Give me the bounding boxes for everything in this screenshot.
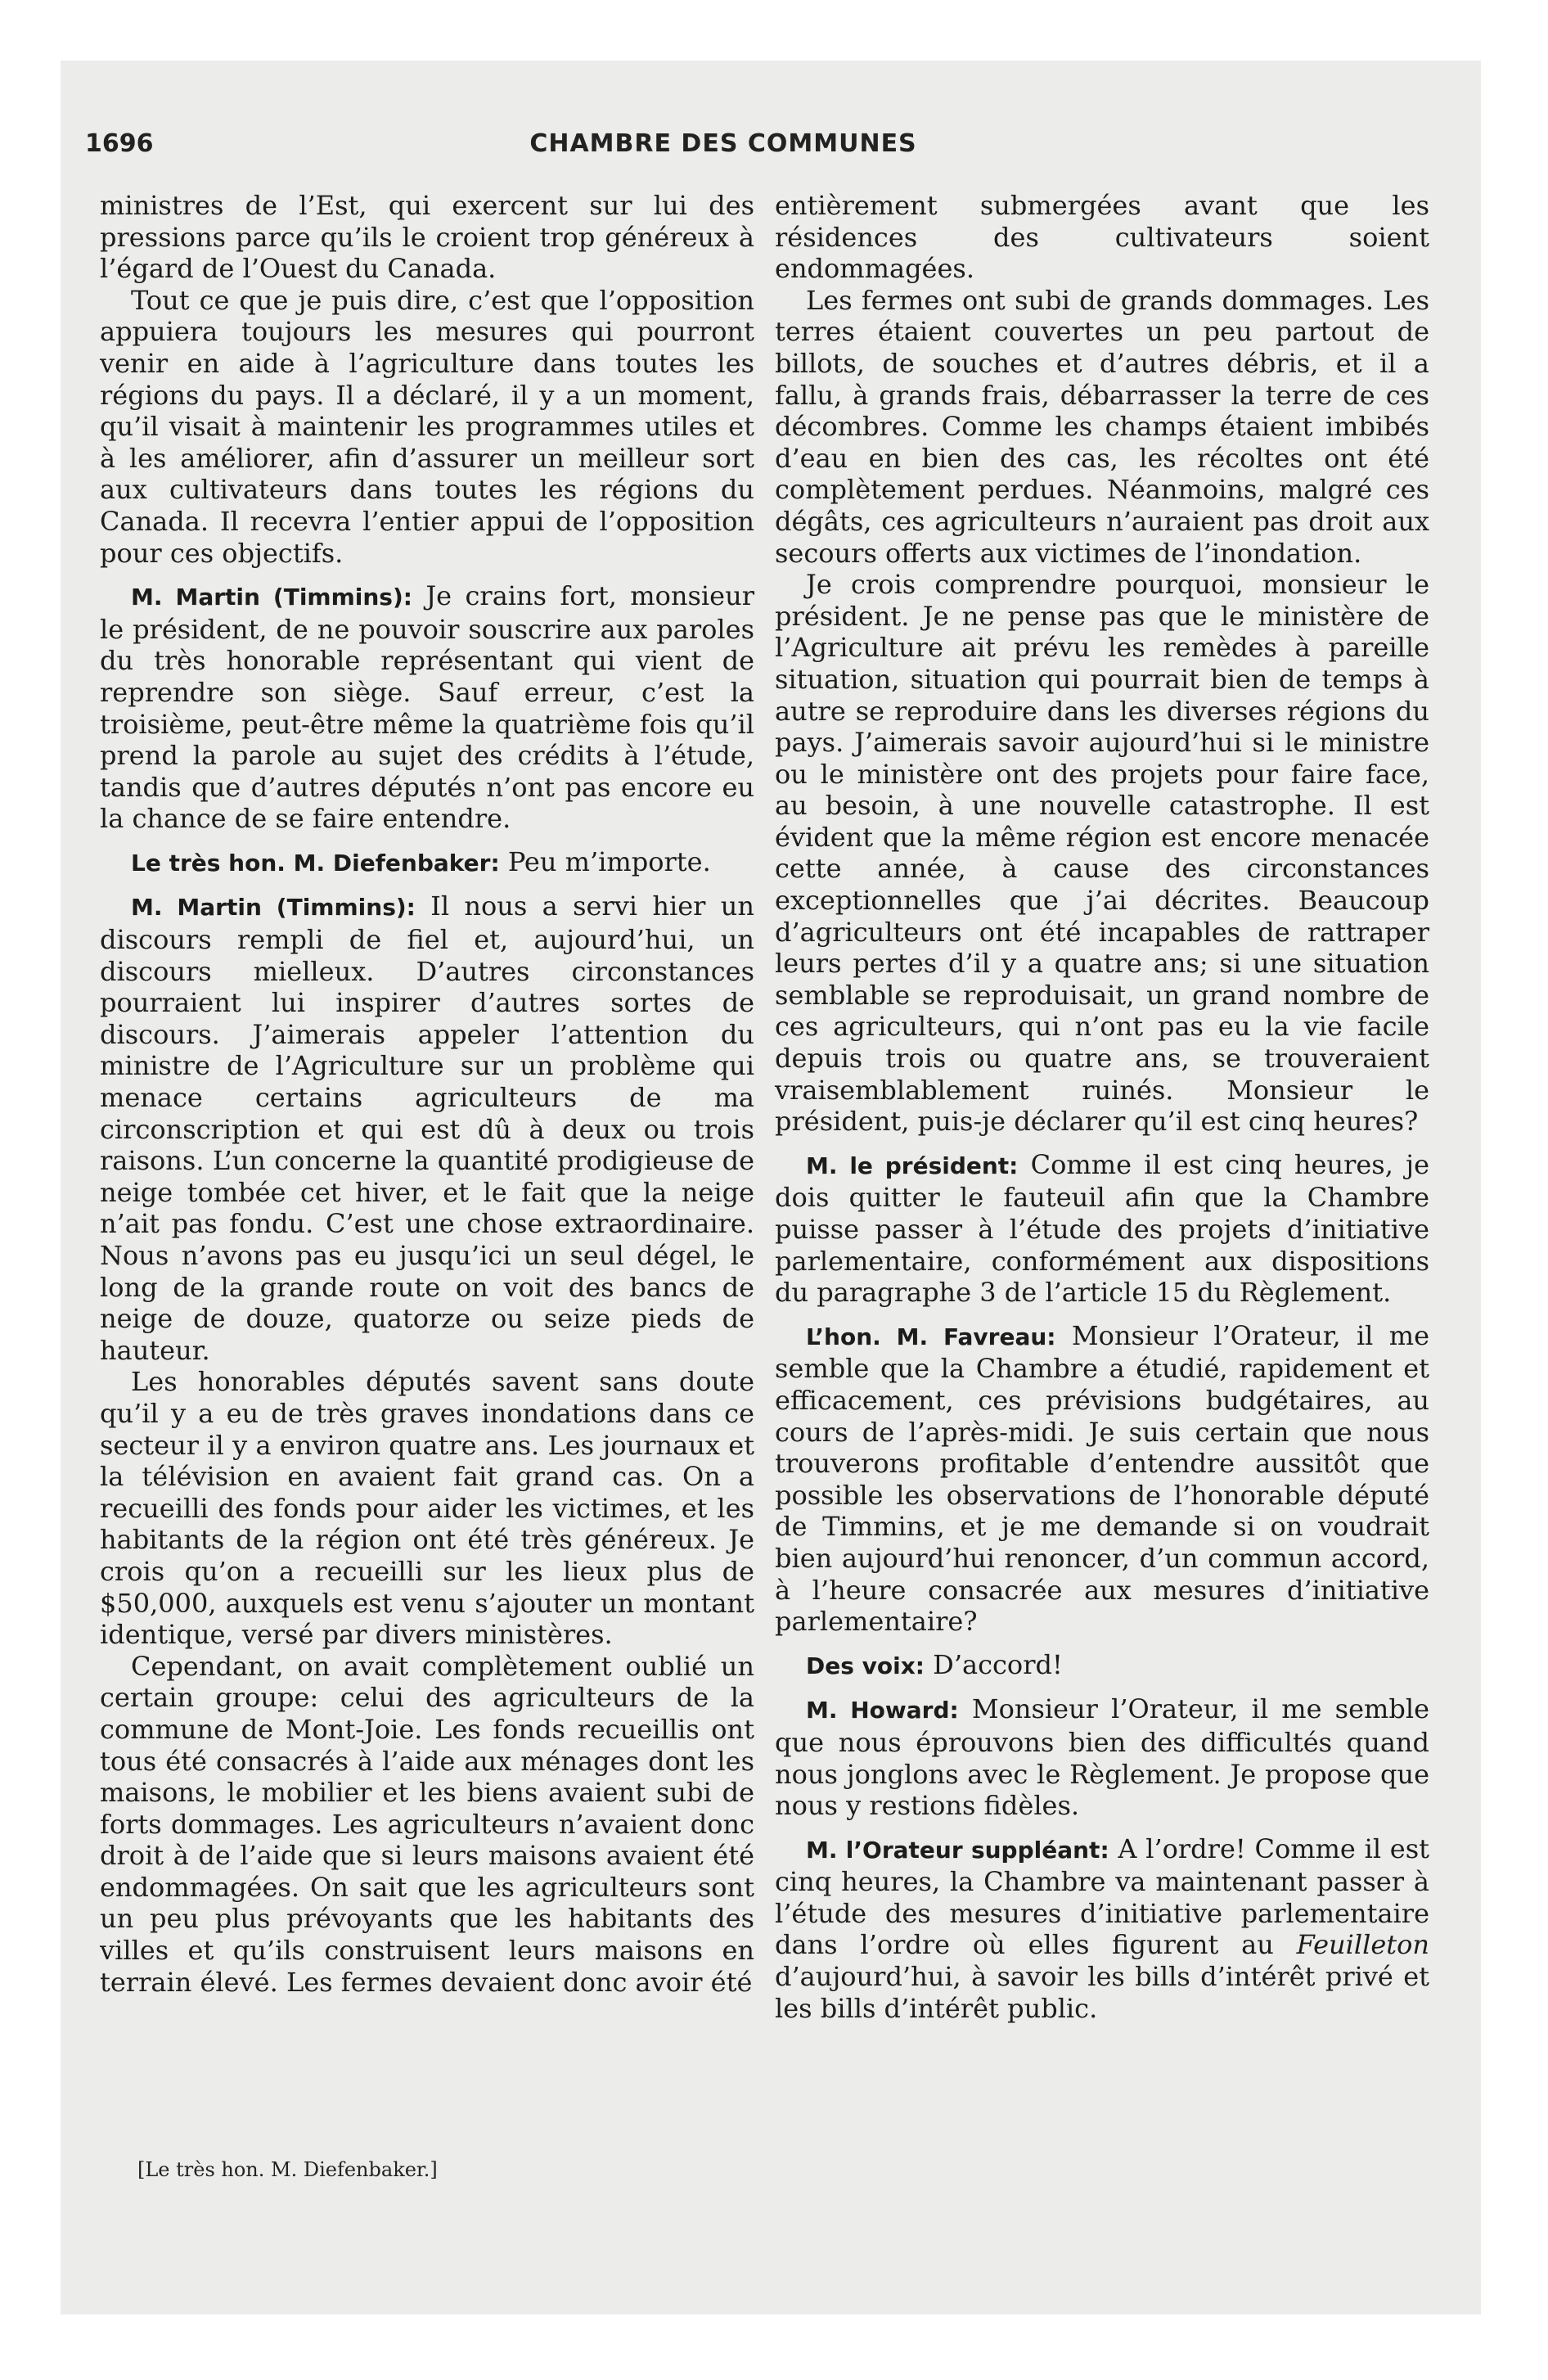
speaker-name: M. l’Orateur suppléant:	[806, 1836, 1109, 1864]
speech	[100, 890, 754, 1366]
speaker-name: Le très hon. M. Diefenbaker:	[131, 849, 500, 877]
speech	[775, 1149, 1429, 1309]
speech-text: A l’ordre! Comme il est cinq heures, la Chambre va maintenant passer à l’étude des mesures d’initiative parlementaire dans l’ordre où elles figurent au	[775, 1832, 1430, 1961]
speaker-name: M. Howard:	[806, 1697, 959, 1724]
speech-text: Monsieur l’Orateur, il me semble que la Chambre a étudié, rapidement et efficacement, ces prévisions budgétaires, au cours de l’après-midi. Je suis certain que nous trouverons profitable d’entendre aussitôt que possible les observations de l’honorable député de Timmins, et je me demande si on voudrait bien aujourd’hui renoncer, d’un commun accord, à l’heure consacrée aux mesures d’initiative parlementaire?	[775, 1319, 1430, 1638]
speech	[775, 1833, 1429, 2025]
page-number: 1696	[85, 129, 154, 158]
speech-text: Je crains fort, monsieur le président, de ne pouvoir souscrire aux paroles du très honorable représentant qui vient de reprendre son siège. Sauf erreur, c’est la troisième, peut-être même la quatrième fois qu’il prend la parole au sujet des crédits à l’étude, tandis que d’autres députés n’ont pas encore eu la chance de se faire entendre.	[100, 580, 754, 835]
right-column	[775, 190, 1429, 2024]
publication-title: Feuilleton	[1296, 1929, 1429, 1961]
paragraph: Les honorables députés savent sans doute qu’il y a eu de très graves inondations dans ce secteur il y a environ quatre ans. Les journaux et la télévision en avaient fait grand cas. On a recueilli des fonds pour aider les victimes, et les habitants de la région ont été très généreux. Je crois qu’on a recueilli sur les lieux plus de $50,000, auxquels est venu s’ajouter un montant identique, versé par divers ministères.	[100, 1366, 754, 1651]
page-footer: [Le très hon. M. Diefenbaker.]	[137, 2158, 438, 2181]
page-header	[85, 129, 1361, 170]
speech-text: Monsieur l’Orateur, il me semble que nous éprouvons bien des difficultés quand nous jonglons avec le Règlement. Je propose que nous y restions fidèles.	[775, 1693, 1430, 1822]
speech	[775, 1693, 1429, 1821]
speaker-name: M. Martin (Timmins):	[131, 584, 412, 611]
paragraph: Cependant, on avait complètement oublié un certain groupe: celui des agriculteurs de la commune de Mont-Joie. Les fonds recueillis ont tous été consacrés à l’aide aux ménages dont les maisons, le mobilier et les biens avaient subi de forts dommages. Les agriculteurs n’avaient donc droit à de l’aide que si leurs maisons avaient été endommagées. On sait que les agriculteurs sont un peu plus prévoyants que les habitants des villes et qu’ils construisent leurs maisons en terrain élevé. Les fermes devaient donc avoir été	[100, 1650, 754, 1998]
speaker-name: L’hon. M. Favreau:	[806, 1323, 1056, 1350]
paragraph: ministres de l’Est, qui exercent sur lui des pressions parce qu’ils le croient trop généreux à l’égard de l’Ouest du Canada.	[100, 190, 754, 285]
paragraph: Les fermes ont subi de grands dommages. Les terres étaient couvertes un peu partout de billots, de souches et d’autres débris, et il a fallu, à grands frais, débarrasser la terre de ces décombres. Comme les champs étaient imbibés d’eau en bien des cas, les récoltes ont été complètement perdues. Néanmoins, malgré ces dégâts, ces agriculteurs n’auraient pas droit aux secours offerts aux victimes de l’inondation.	[775, 284, 1429, 569]
paragraph: Tout ce que je puis dire, c’est que l’opposition appuiera toujours les mesures qui pourront venir en aide à l’agriculture dans toutes les régions du pays. Il a déclaré, il y a un moment, qu’il visait à maintenir les programmes utiles et à les améliorer, afin d’assurer un meilleur sort aux cultivateurs dans toutes les régions du Canada. Il recevra l’entier appui de l’opposition pour ces objectifs.	[100, 284, 754, 569]
page-title: CHAMBRE DES COMMUNES	[529, 129, 917, 158]
speech-text: Peu m’importe.	[499, 845, 711, 877]
speech	[100, 846, 754, 880]
speech	[775, 1649, 1429, 1683]
speech-text: Comme il est cinq heures, je dois quitter le fauteuil afin que la Chambre puisse passer à l’étude des projets d’initiative parlementaire, conformément aux dispositions du paragraphe 3 de l’article 15 du Règlement.	[775, 1148, 1429, 1309]
left-column	[100, 190, 754, 1998]
speech-text: D’accord!	[925, 1648, 1063, 1680]
paragraph: Je crois comprendre pourquoi, monsieur le président. Je ne pense pas que le ministère de l’Agriculture ait prévu les remèdes à pareille situation, situation qui pourrait bien de temps à autre se reproduire dans les diverses régions du pays. J’aimerais savoir aujourd’hui si le ministre ou le ministère ont des projets pour faire face, au besoin, à une nouvelle catastrophe. Il est évident que la même région est encore menacée cette année, à cause des circonstances exceptionnelles que j’ai décrites. Beaucoup d’agriculteurs ont été incapables de rattraper leurs pertes d’il y a quatre ans; si une situation semblable se reproduisait, un grand nombre de ces agriculteurs, qui n’ont pas eu la vie facile depuis trois ou quatre ans, se trouveraient vraisemblablement ruinés. Monsieur le président, puis-je déclarer qu’il est cinq heures?	[775, 569, 1429, 1138]
speech-text: d’aujourd’hui, à savoir les bills d’intérêt privé et les bills d’intérêt public.	[775, 1961, 1429, 2024]
speech	[100, 580, 754, 835]
speaker-name: M. le président:	[806, 1152, 1019, 1179]
paragraph: entièrement submergées avant que les résidences des cultivateurs soient endommagées.	[775, 190, 1429, 285]
speech-text: Il nous a servi hier un discours rempli de fiel et, aujourd’hui, un discours mielleux. D’autres circonstances pourraient lui inspirer d’autres sortes de discours. J’aimerais appeler l’attention du ministre de l’Agriculture sur un problème qui menace certains agriculteurs de ma circonscription et qui est dû à deux ou trois raisons. L’un concerne la quantité prodigieuse de neige tombée cet hiver, et le fait que la neige n’ait pas fondu. C’est une chose extraordinaire. Nous n’avons pas eu jusqu’ici un seul dégel, le long de la grande route on voit des bancs de neige de douze, quatorze ou seize pieds de hauteur.	[100, 890, 755, 1366]
speaker-name: Des voix:	[806, 1652, 925, 1679]
speech	[775, 1320, 1429, 1638]
speaker-name: M. Martin (Timmins):	[131, 894, 416, 922]
